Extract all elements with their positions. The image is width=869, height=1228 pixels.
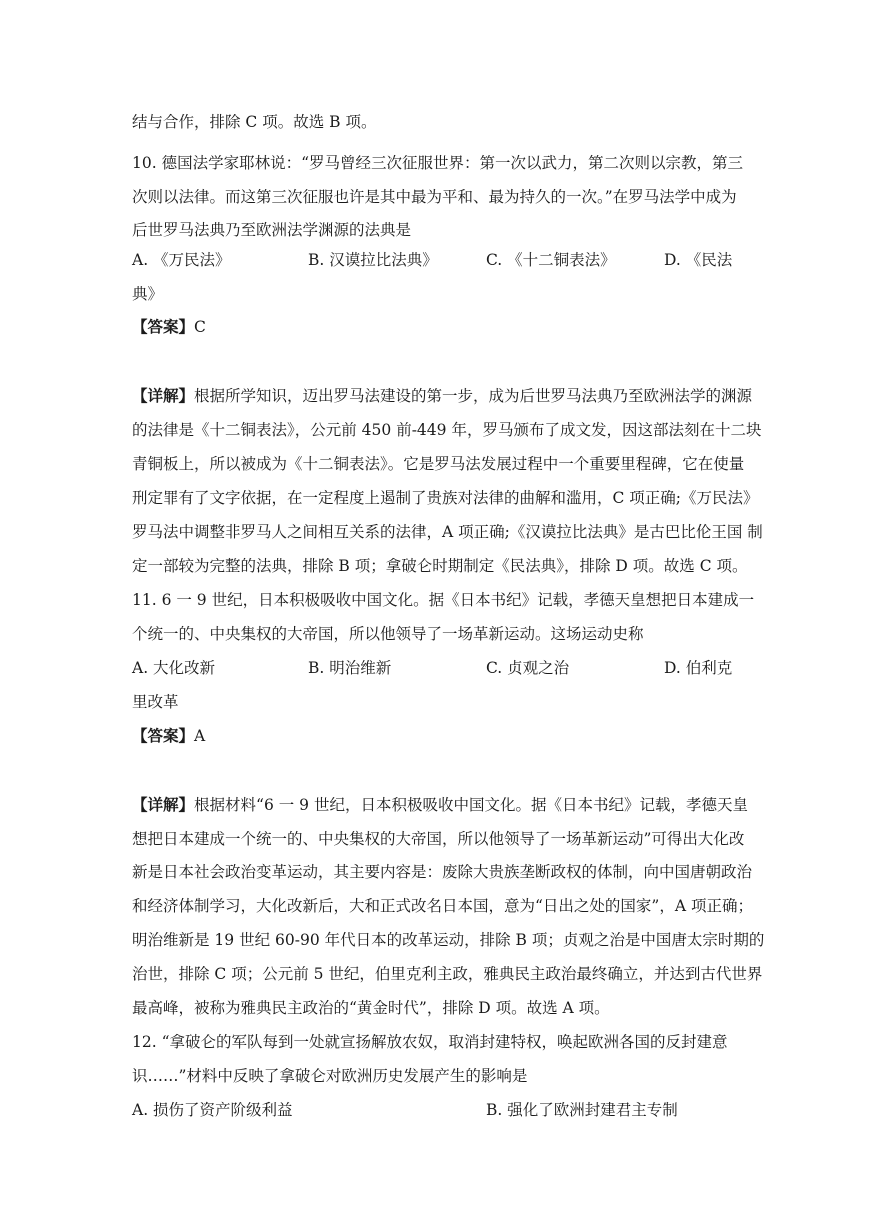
question-12-option-a: A. 损伤了资产阶级利益 [132,1101,293,1119]
question-10-detail [132,386,752,406]
question-11-option-a: A. 大化改新 [132,659,216,677]
question-11-detail [132,795,748,815]
answer-tag: 【答案】 [132,726,195,745]
question-10-stem: 10. 德国法学家耶林说：“罗马曾经三次征服世界：第一次以武力，第二次则以宗教，第三 [132,154,744,172]
text-line: 结与合作，排除 C 项。故选 B 项。 [132,113,377,131]
question-11-detail: 和经济体制学习，大化改新后，大和正式改名日本国，意为“日出之处的国家”，A 项正确； [132,897,753,915]
question-10-detail: 刑定罪有了文字依据，在一定程度上遏制了贵族对法律的曲解和滥用，C 项正确;《万民法》 [132,489,759,507]
question-10-detail: 罗马法中调整非罗马人之间相互关系的法律，A 项正确;《汉谟拉比法典》是古巴比伦王国 制 [132,523,763,541]
question-11-option-c: C. 贞观之治 [486,659,570,677]
question-11-option-b: B. 明治维新 [308,659,392,677]
question-12-option-b: B. 强化了欧洲封建君主专制 [486,1101,678,1119]
question-11-detail: 治世，排除 C 项；公元前 5 世纪，伯里克利主政，雅典民主政治最终确立，并达到古代世界 [132,965,763,983]
question-10-option-c: C. 《十二铜表法》 [486,251,616,269]
question-11-option-d: D. 伯利克 [664,659,733,677]
question-11-detail: 最高峰，被称为雅典民主政治的“黄金时代”，排除 D 项。故选 A 项。 [132,999,610,1017]
question-10-option-d: D. 《民法 [664,251,733,269]
answer-value: A [194,727,206,745]
detail-tag: 【详解】 [132,795,195,814]
question-11-detail: 想把日本建成一个统一的、中央集权的大帝国，所以他领导了一场革新运动”可得出大化改 [132,830,745,848]
detail-text: 根据所学知识，迈出罗马法建设的第一步，成为后世罗马法典乃至欧洲法学的渊源 [194,387,753,405]
question-11-detail: 新是日本社会政治变革运动，其主要内容是：废除大贵族垄断政权的体制，向中国唐朝政治 [132,863,753,881]
question-10-stem: 次则以法律。而这第三次征服也许是其中最为平和、最为持久的一次。”在罗马法学中成为 [132,188,737,206]
question-10-detail: 的法律是《十二铜表法》，公元前 450 前-449 年，罗马颁布了成文发，因这部法刻在十二块 [132,421,762,439]
question-10-answer [132,317,206,337]
question-11-stem: 个统一的、中央集权的大帝国，所以他领导了一场革新运动。这场运动史称 [132,625,644,643]
question-10-option-a: A. 《万民法》 [132,251,231,269]
detail-text: 根据材料“6 一 9 世纪，日本积极吸收中国文化。据《日本书纪》记载，孝德天皇 [194,796,748,814]
detail-tag: 【详解】 [132,386,195,405]
question-11-stem: 11. 6 一 9 世纪，日本积极吸收中国文化。据《日本书纪》记载，孝德天皇想把日本建成一 [132,591,755,609]
answer-tag: 【答案】 [132,317,195,336]
question-10-stem: 后世罗马法典乃至欧洲法学渊源的法典是 [132,221,412,239]
question-10-detail: 青铜板上，所以被成为《十二铜表法》。它是罗马法发展过程中一个重要里程碑，它在使量 [132,455,745,473]
answer-value: C [194,318,206,336]
question-12-stem: 12. “拿破仑的军队每到一处就宣扬解放农奴，取消封建特权，唤起欧洲各国的反封建意 [132,1033,728,1051]
question-11-detail: 明治维新是 19 世纪 60-90 年代日本的改革运动，排除 B 项；贞观之治是中国唐太宗时期的 [132,931,765,949]
question-10-detail: 定一部较为完整的法典，排除 B 项；拿破仑时期制定《民法典》，排除 D 项。故选 C 项。 [132,557,748,575]
question-10-option-b: B. 汉谟拉比法典》 [308,251,438,269]
question-11-answer [132,726,205,746]
question-11-option-d-cont: 里改革 [132,693,179,711]
question-12-stem: 识……”材料中反映了拿破仑对欧洲历史发展产生的影响是 [132,1067,528,1085]
question-10-option-d-cont: 典》 [132,285,164,303]
